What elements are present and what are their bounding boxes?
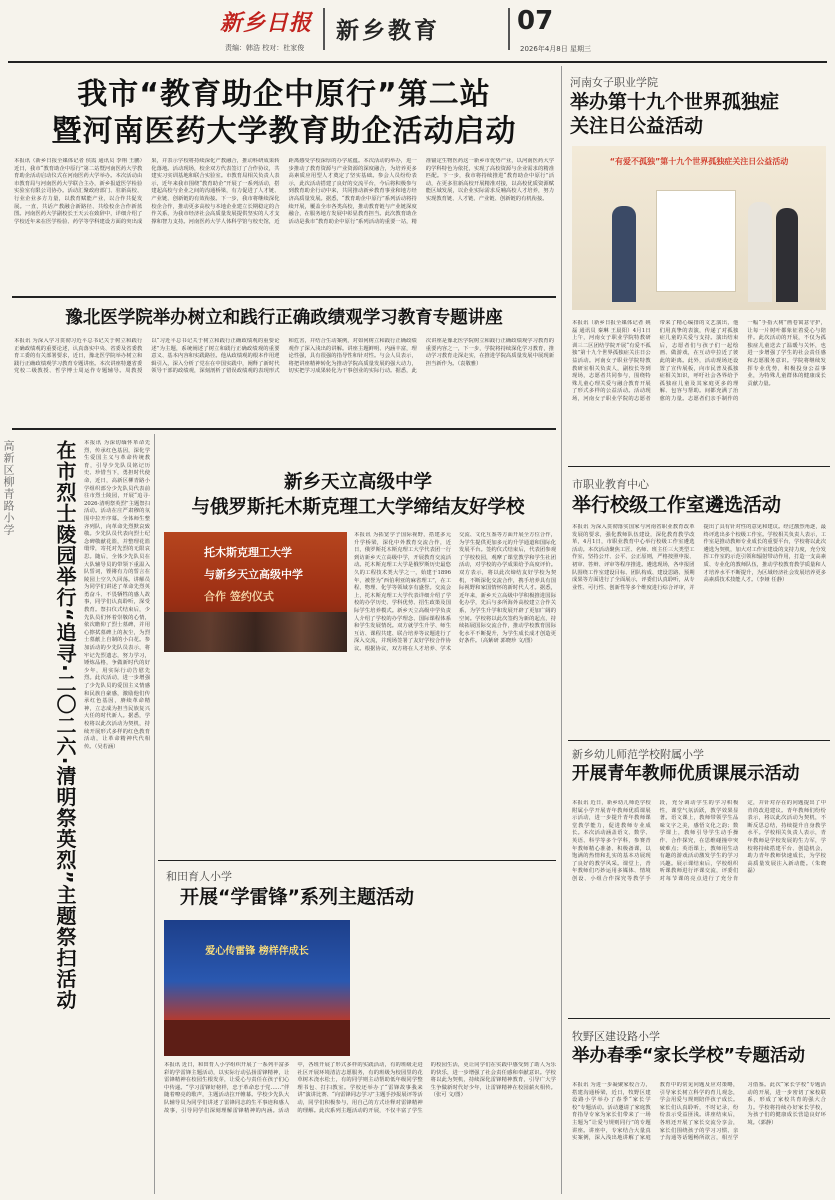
youer-kicker: 新乡幼儿师范学校附属小学 bbox=[572, 748, 704, 761]
muye-body: 本报讯 为进一步凝聚家校合力，搭建沟通桥梁，近日，牧野区建设路小学举办了春季“家长学校”专题活动。活动邀请了家庭教育指导专家为家长们带来了一场主题为“让爱与规则同行”的专题讲座。讲座中，专家结合大量真实案例，深入浅出地讲解了家庭教育中的常见问题及应对策略，引导家长树立科学的育儿观念，学会用爱与规则陪伴孩子成长。家长们认真聆听，不时记录，纷纷表示受益匪浅。讲座结束后，各班还开展了家长交流分享会，家长们围绕孩子的学习习惯、亲子沟通等话题畅所欲言，相互学习借鉴。此次“家长学校”专题活动的开展，进一步密切了家校联系，形成了家校共育的强大合力。学校将持续办好家长学校，为孩子们的健康成长营造良好环境。（郭静） bbox=[572, 1082, 826, 1142]
henan-body: 本报讯（新乡日报全媒体记者 姚磊 通讯员 秦琳 王晨阳）4月1日上午，河南女子职业学院特教研训三二区团结学院开展“有爱不孤独”第十九个世界孤独症关注日公益活动。河南女子职业学院特教教研室相关负责人，副校长等到现场，志愿者共同参与，围绕特殊儿童心理关爱与融合教育开展了形式多样的公益活动。活动现场，河南女子职业学院的志愿者带来了精心编排的文艺演出，他们用真挚的表演，传递了对孤独症儿童的关爱与支持。演出结束后，志愿者们与孩子们一起绘画、做游戏，在互动中拉近了彼此的距离。此外，活动现场还设置了宣传展板，向市民普及孤独症相关知识，呼吁社会各界给予孤独症儿童及其家庭更多的理解、包容与帮助。间都充满了治愈的力量。志愿者们亲手制作的一幅“手指大树”画卷寓意守护，让每一片树叶都象征着爱心与陪伴。此次活动的开展，不仅为孤独症儿童送去了温暖与关怀，也进一步增强了学生的社会责任感和志愿服务意识。学院将继续发挥专业优势，积极投身公益事业，为特殊儿童群体的健康成长贡献力量。 bbox=[572, 320, 826, 402]
lead-title-line1: 我市“教育助企中原行”第二站 bbox=[77, 77, 491, 112]
tianli-title-line1: 新乡天立高级中学 bbox=[283, 472, 432, 493]
heping-photo bbox=[164, 920, 350, 1056]
photo-banner-ribbon: 合作 签约仪式 bbox=[204, 590, 274, 603]
lieshi-kicker: 高新区柳青路小学 bbox=[2, 440, 15, 536]
section-rule bbox=[568, 740, 830, 741]
henan-photo bbox=[572, 146, 826, 310]
photo-person bbox=[748, 202, 772, 302]
newspaper-logo: 新乡日报 bbox=[220, 10, 313, 36]
tianli-body: 本报讯 为拓宽学子国际视野，搭建多元升学桥梁，深化中外教育交流合作，近日，俄罗斯托木斯克理工大学代表团一行到访新乡天立高级中学，开展教育交流活动。托木斯克理工大学是俄罗斯历史最悠久的工程技术类大学之一，始建于1896年，被誉为“西伯利亚的麻省理工”，在工程、物理、化学等领域享有盛誉。交流会上，托木斯克理工大学代表详细介绍了学校的办学历史、学科优势、招生政策及国际学生培养模式。新乡天立高级中学负责人介绍了学校的办学理念、国际课程体系和学生发展情况。双方就学生升学、师生互访、课程共建、联合培养等议题进行了深入交流，并现场签署了友好学校合作协议。根据协议，双方将在人才培养、学术交流、文化互鉴等方面开展全方位合作，为学生提供更加多元的升学通道和国际化发展平台。签约仪式结束后，代表团参观了学校校园，观摩了课堂教学和学生社团活动，对学校的办学成果给予高度评价。双方表示，将以此次缔结友好学校为契机，不断深化交流合作，携手培养具有国际视野和家国情怀的新时代人才。据悉，近年来，新乡天立高级中学积极推进国际化办学，先后与多所海外高校建立合作关系，为学生升学和发展开辟了更加广阔的空间。学校将以此次签约为新的起点，持续拓展国际交流合作，推动学校教育国际化水平不断提升，为学生成长成才创造更好条件。（高紫研 郭晓珍 文/图） bbox=[354, 532, 556, 652]
shizhi-body: 本报讯 为深入贯彻落实国家与河南省职业教育改革发展的要求，强化教师队伍建设，深化教育教学改革，4月1日，市职业教育中心举行校级工作室遴选活动。本次活动聚焦工匠、名师、班主任三大类型工作室，坚持公开、公平、公正原则，严格按照申报、初审、答辩、评审等程序推进。遴选现场，各申报团队围绕工作室建设目标、团队构成、建设思路、预期成果等方面进行了全面展示，评委们认真聆听，从专业性、可行性、创新性等多个维度进行综合评审，并提出了具有针对性的意见和建议。经过激烈角逐，最终评选出多个校级工作室。学校相关负责人表示，工作室是推动教师专业成长的重要平台，学校将以此次遴选为契机，加大对工作室建设的支持力度，充分发挥工作室的示范引领和辐射带动作用，打造一支高素质、专业化的教师队伍，推动学校教育教学质量和人才培养水平不断提升，为区域经济社会发展培养更多高素质技术技能人才。（李娅 任静） bbox=[572, 524, 826, 591]
photo-stage-floor bbox=[164, 1020, 350, 1056]
masthead-rule bbox=[8, 61, 827, 63]
editors-credit: 责编：韩浩 校对：杜家俊 bbox=[225, 44, 305, 52]
photo-people bbox=[164, 612, 347, 652]
youer-title: 开展青年教师优质课展示活动 bbox=[572, 764, 800, 784]
photo-person bbox=[612, 206, 636, 302]
muye-kicker: 牧野区建设路小学 bbox=[572, 1030, 660, 1043]
column-rule bbox=[154, 434, 155, 1194]
column-rule bbox=[561, 66, 562, 1194]
lead-title-line2: 暨河南医药大学教育助企活动启动 bbox=[51, 114, 517, 149]
youer-body: 本报讯 近日，新乡幼儿师范学校附属小学开展青年教师优质课展示活动，进一步提升青年教师课堂教学能力，促进教师专业成长。本次活动涵盖语文、数学、英语、科学等多个学科，参赛青年教师精心准备、积极备课，以饱满的热情和扎实的基本功展现了良好的教学风采。课堂上，青年教师们巧妙运用多媒体、情境创设、小组合作探究等教学手段，充分调动学生的学习积极性，课堂气氛活跃，教学效果显著。语文课上，教师带领学生品味文字之美，感悟文化之韵；数学课上，教师引导学生动手操作、合作探究，在思维碰撞中突破难点；英语课上，教师用生动有趣的游戏活动激发学生的学习兴趣。展示课结束后，学校组织听课教师进行评课交流，评委们对每节课的亮点进行了充分肯定，并针对存在的问题提出了中肯的改进建议。青年教师们纷纷表示，将以此次活动为契机，不断反思总结，持续提升自身教学水平。学校相关负责人表示，青年教师是学校发展的生力军，学校将持续搭建平台、创造机会，助力青年教师快速成长，为学校高质量发展注入新动能。（朱晓磊） bbox=[572, 800, 826, 882]
photo-banner-subtitle: 与新乡天立高级中学 bbox=[204, 568, 303, 581]
heping-body: 本报讯 近日，和田育人小学组织开展了一系列丰富多彩的学雷锋主题活动，以实际行动弘扬雷锋精神，让雷锋精神在校园生根发芽，让爱心与责任在孩子们心中传递。“学习雷锋好榜样，忠于革命忠于党……”伴随着嘹亮的歌声，主题活动拉开帷幕。学校少先队大队辅导员为同学们讲述了雷锋同志的生平事迹和感人故事，引导同学们深刻理解雷锋精神的内涵。活动中，各班开展了形式多样的实践活动，有的班级走进社区开展环境清洁志愿服务，有的班级为校园里的花草树木浇水松土，有的同学则主动帮助低年级同学整理书包、打扫教室。学校还举办了“雷锋故事我来讲”演讲比赛、“向雷锋同志学习”主题手抄报展评等活动，同学们积极参与，用自己的方式诠释对雷锋精神的理解。此次系列主题活动的开展，不仅丰富了学生的校园生活，更让同学们在实践中感受到了助人为乐的快乐，进一步增强了社会责任感和奉献意识。学校将以此为契机，持续深化雷锋精神教育，引导广大学生争做新时代好少年，让雷锋精神在校园薪火相传。（张可 文/图） bbox=[164, 1062, 556, 1114]
lead-title bbox=[14, 76, 554, 150]
masthead-divider bbox=[508, 8, 510, 50]
issue-date: 2026年4月8日 星期三 bbox=[520, 45, 591, 53]
photo-stage-banner: 爱心传雷锋 榜样伴成长 bbox=[205, 946, 309, 957]
section-rule bbox=[158, 860, 556, 861]
lieshi-body: 本报讯 为深切缅怀革命先烈，传承红色基因，深化学生爱国主义与革命传统教育，引导少先队员铭记历史、珍惜当下，勇担时代使命，近日，高新区柳青路小学组织部分少先队员代表前往市烈士陵园，开展“追寻·2026·清明祭英烈”主题祭扫活动。活动在庄严肃穆的氛围中拉开序幕。全体师生整齐列队，向革命先烈默哀致敬。少先队员代表向烈士纪念碑敬献花篮，并整理花篮缎带，寄托对先烈的无限哀思。随后，全体少先队员在大队辅导员的带领下重温入队誓词，铿锵有力的誓言在陵园上空久久回荡。讲解员为同学们讲述了革命先烈英勇奋斗、不畏牺牲的感人故事，同学们认真聆听，深受教育。祭扫仪式结束后，少先队员们怀着崇敬的心情，依次瞻仰了烈士墓碑，并用心擦拭墓碑上的灰尘，为烈士墓献上自制的小白花。参加活动的少先队员表示，将牢记先烈遗志，努力学习，锤炼品格，争做新时代的好少年，用实际行动告慰先烈。此次活动，进一步增强了少先队员的爱国主义情感和民族自豪感，激励他们传承红色基因，赓续革命精神，立志成为担当民族复兴大任的时代新人。据悉，学校将以此次活动为契机，持续开展形式多样的红色教育活动，让革命精神代代相传。（吴若涵） bbox=[84, 440, 150, 750]
tianli-photo bbox=[164, 532, 347, 652]
photo-person bbox=[776, 208, 798, 302]
lieshi-title: 在市烈士陵园举行“追寻·二〇二六·清明祭英烈”主题祭扫活动 bbox=[53, 440, 77, 1011]
tianli-title bbox=[160, 470, 556, 520]
lead-body: 本报讯（新乡日报全媒体记者 侯霞 通讯员 李翔 王鹏）近日，我市“教育助企中原行”第二站暨河南医药大学教育助企活动启动仪式在河南医药大学举办。本次活动由市教育局与河南医药大学联合主办，新乡报道医学检验实验室有限公司协办。活动汇聚政府部门、驻新高校、行业企业多方力量，以教育赋能产业，以合作共促发展。一直，共话产教融合新路径、共绘校企合作新蓝图。河南医药大学副校长王天云在致辞中，详细介绍了学校近年来在医学检验、药学等学科建设方面的突出成果，并表示学校将持续深化产教融合，推动科研成果转化落地。活动现场，校企双方代表签订了合作协议，共建实习实训基地和联合实验室。市教育局相关负责人表示，近年来我市围绕“教育助企”开展了一系列活动，搭建起高校与企业之间的沟通桥梁，有力促进了人才链、产业链、创新链的有效衔接。下一步，我市将继续深化校企合作，推动更多高校与本地企业建立长期稳定的合作关系，为我市经济社会高质量发展提供坚实的人才支撑和智力支持。河南医药大学人体科学馆与校史馆，近距离感受学校深厚的办学底蕴。本次活动的举办，进一步推动了教育资源与产业资源的深度融合，为培养更多高素质应用型人才奠定了坚实基础。参会人员纷纷表示，此次活动搭建了良好的交流平台，今后将积极参与到教育助企行动中来，共同推动新乡教育事业和地方经济高质量发展。据悉，“教育助企中原行”系列活动将持续开展，覆盖全市各类高校，推动教育链与产业链深度融合，在服务地方发展中彰显教育担当。此次教育助企活动是我市“教育助企中原行”系列活动的重要一站，精准锚定生物医药这一新乡市优势产业，以河南医药大学的学科特色为依托，实现了高校资源与企业需求的精准匹配。下一步，我市将持续推进“教育助企中原行”活动，在更多驻新高校开展精准对接，以高校优质资源赋能区域发展，以企业实际需求反哺高校人才培养，努力实现教育链、人才链、产业链、创新链的有机衔接。 bbox=[14, 158, 554, 225]
henan-title-line1: 举办第十九个世界孤独症 bbox=[570, 91, 780, 113]
shizhi-kicker: 市职业教育中心 bbox=[572, 478, 649, 491]
yubei-body: 本报讯 为深入学习贯彻习近平总书记关于树立和践行正确政绩观的重要论述，认真落实中央、省委及省委教育工委的有关部署要求，近日，豫北医学院举办树立和践行正确政绩观学习教育专题讲座。本次讲座特邀省委党校二级教授、哲学博士周运作专题辅导。周教授以“习近平总书记关于树立和践行正确政绩观的重要论述”为主题，系统阐述了树立和践行正确政绩观的重要意义、基本内容和实践路径。他从政绩观的根本作用逻辑引入，深入分析了党在在中国实践中，阐释了新时代领导干部的政绩观，深刻剖析了错误政绩观的表现形式和危害，并结合生动案例，对如何树立和践行正确政绩观作了深入浅出的讲解。讲座主题鲜明、内涵丰富，理论性强，具有很强的指导性和针对性。与会人员表示，将把讲座精神转化为推动学院高质量发展的强大动力，切实把学习成果转化为干事创业的实际行动。据悉，此次讲座是豫北医学院树立和践行正确政绩观学习教育的重要内容之一，下一步，学院将持续深化学习教育，推动学习教育走深走实，在推进学院高质量发展中展现新担当新作为。（袁敬雅） bbox=[14, 338, 554, 375]
tianli-title-line2: 与俄罗斯托木斯克理工大学缔结友好学校 bbox=[191, 497, 525, 518]
masthead-divider bbox=[323, 8, 325, 50]
section-rule bbox=[12, 428, 556, 430]
masthead bbox=[0, 0, 835, 62]
shizhi-title: 举行校级工作室遴选活动 bbox=[572, 494, 782, 516]
section-rule bbox=[568, 1018, 830, 1019]
henan-kicker: 河南女子职业学院 bbox=[570, 76, 658, 89]
section-rule bbox=[568, 466, 830, 467]
photo-banner: “有爱不孤独”第十九个世界孤独症关注日公益活动 bbox=[609, 157, 789, 166]
heping-title: 开展“学雷锋”系列主题活动 bbox=[180, 886, 414, 908]
henan-title-line2: 关注日公益活动 bbox=[570, 115, 704, 137]
photo-poster bbox=[656, 190, 736, 292]
heping-kicker: 和田育人小学 bbox=[166, 870, 232, 883]
henan-title bbox=[570, 90, 828, 138]
muye-title: 举办春季“家长学校”专题活动 bbox=[572, 1046, 806, 1066]
section-title: 新乡教育 bbox=[336, 18, 440, 44]
section-rule bbox=[12, 296, 556, 298]
yubei-title: 豫北医学院举办树立和践行正确政绩观学习教育专题讲座 bbox=[65, 308, 503, 328]
page-number: 07 bbox=[517, 6, 554, 36]
photo-banner-title: 托木斯克理工大学 bbox=[204, 546, 292, 559]
